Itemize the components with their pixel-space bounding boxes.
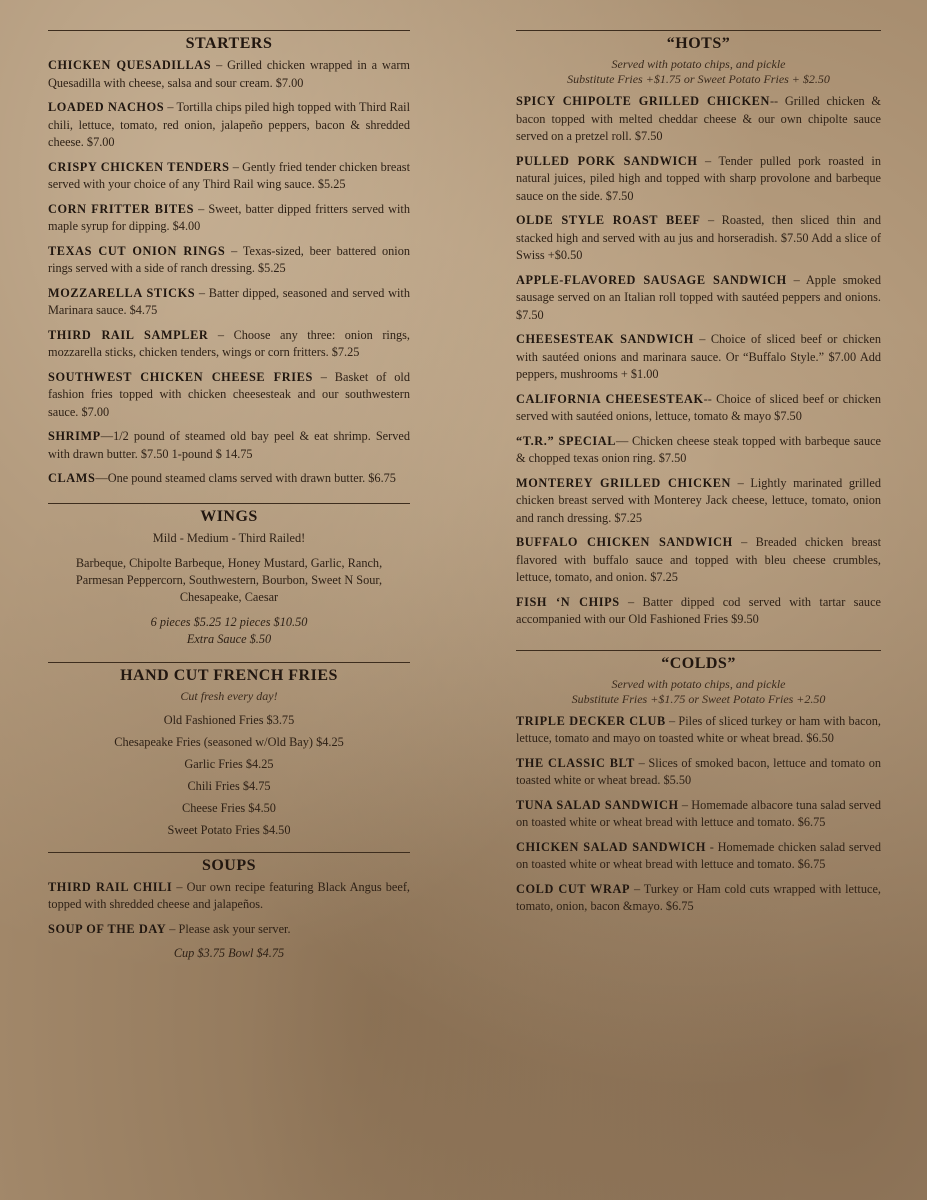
menu-item-name: CALIFORNIA CHEESESTEAK xyxy=(516,391,704,406)
menu-item-name: CHICKEN SALAD SANDWICH xyxy=(516,839,707,854)
menu-item-name: THIRD RAIL CHILI xyxy=(48,879,173,894)
menu-item xyxy=(48,243,410,278)
menu-item xyxy=(48,201,410,236)
menu-item xyxy=(516,797,881,832)
menu-item-name: “T.R.” SPECIAL xyxy=(516,433,617,448)
menu-item-description: – Please ask your server. xyxy=(166,921,291,936)
menu-item-name: SOUTHWEST CHICKEN CHEESE FRIES xyxy=(48,369,313,384)
menu-item-name: BUFFALO CHICKEN SANDWICH xyxy=(516,535,733,549)
section-divider xyxy=(516,650,881,651)
wings-heat-levels: Mild - Medium - Third Railed! xyxy=(152,530,306,545)
fries-subtitle: Cut fresh every day! xyxy=(180,688,278,703)
menu-item-description: – Turkey or Ham cold cuts wrapped with lettuce, tomato, onion, bacon &mayo. $6.75 xyxy=(516,881,881,913)
soups-list xyxy=(48,879,410,939)
right-column xyxy=(516,30,881,923)
menu-item-name: CORN FRITTER BITES xyxy=(48,201,195,216)
menu-item-name: CHICKEN QUESADILLAS xyxy=(48,58,212,72)
menu-item xyxy=(516,93,881,146)
menu-item-name: THE CLASSIC BLT xyxy=(516,755,635,770)
menu-item-name: CLAMS xyxy=(48,471,96,485)
menu-item-description: – Tortilla chips piled high topped with Third Rail chili, lettuce, tomato, red onion, jalapeño peppers, bacon & shredded cheese. $7.00 xyxy=(48,100,410,149)
menu-item-name: LOADED NACHOS xyxy=(48,100,165,114)
menu-item xyxy=(516,433,881,468)
fries-list xyxy=(48,712,410,839)
menu-item-name: SPICY CHIPOLTE GRILLED CHICKEN xyxy=(516,94,770,108)
menu-item xyxy=(48,57,410,92)
menu-item-description: – Piles of sliced turkey or ham with bacon, lettuce, tomato and mayo on toasted white or wheat bread. $6.50 xyxy=(516,713,881,745)
menu-item-description: – Tender pulled pork roasted in natural juices, piled high and topped with sharp provolone and barbeque sauce on the side. $7.50 xyxy=(516,153,881,203)
menu-item-name: TEXAS CUT ONION RINGS xyxy=(48,243,226,258)
menu-item-name: MOZZARELLA STICKS xyxy=(48,285,196,300)
menu-item-description: -- Choice of sliced beef or chicken served with sautéed onions, lettuce, tomato & mayo $7.50 xyxy=(516,391,881,423)
menu-item-description: – Lightly marinated grilled chicken breast served with Monterey Jack cheese, lettuce, tomato, onion and ranch dressing. $7.25 xyxy=(516,475,881,525)
section-divider xyxy=(48,503,410,504)
menu-item xyxy=(516,212,881,265)
menu-item xyxy=(48,428,410,463)
menu-item xyxy=(48,99,410,152)
wings-prices: 6 pieces $5.25 12 pieces $10.50 xyxy=(150,614,308,629)
colds-served-with: Served with potato chips, and pickle xyxy=(611,676,786,691)
menu-item-name: THIRD RAIL SAMPLER xyxy=(48,327,209,342)
menu-item-description: – Grilled chicken wrapped in a warm Quesadilla with cheese, salsa and sour cream. $7.00 xyxy=(48,58,410,90)
menu-item-name: PULLED PORK SANDWICH xyxy=(516,153,698,168)
menu-item-description: – Choice of sliced beef or chicken with sautéed onions and marinara sauce. Or “Buffalo Style.” $7.00 Add peppers, mushrooms + $1.00 xyxy=(516,332,881,381)
menu-item-description: – Basket of old fashion fries topped with chicken cheesesteak and our southwestern sauce. $7.00 xyxy=(48,369,410,419)
menu-item-description: – Choose any three: onion rings, mozzarella sticks, chicken tenders, wings or corn fritters. $7.25 xyxy=(48,327,410,359)
menu-item-description: – Homemade albacore tuna salad served on toasted white or wheat bread with lettuce and tomato. $6.75 xyxy=(516,797,882,829)
menu-item-name: TRIPLE DECKER CLUB xyxy=(516,713,666,728)
menu-item-description: —One pound steamed clams served with drawn butter. $6.75 xyxy=(95,471,396,485)
menu-item xyxy=(516,153,881,206)
menu-item xyxy=(48,327,410,362)
wings-extra-sauce: Extra Sauce $.50 xyxy=(186,631,272,646)
menu-item-name: MONTEREY GRILLED CHICKEN xyxy=(516,475,732,490)
fries-item: Old Fashioned Fries $3.75 xyxy=(163,712,295,727)
menu-item xyxy=(516,272,881,325)
menu-item-description: – Batter dipped, seasoned and served with Marinara sauce. $4.75 xyxy=(48,285,410,317)
menu-item xyxy=(48,470,410,488)
menu-item-description: -- Grilled chicken & bacon topped with melted cheddar cheese & our own chipolte sauce served on a pretzel roll. $7.50 xyxy=(516,94,881,143)
menu-item xyxy=(48,369,410,422)
menu-item xyxy=(516,475,881,528)
colds-heading: “COLDS” xyxy=(661,654,736,672)
menu-item xyxy=(48,921,410,939)
colds-list xyxy=(516,713,881,916)
section-divider xyxy=(48,30,410,31)
menu-item-name: TUNA SALAD SANDWICH xyxy=(516,797,679,812)
starters-list xyxy=(48,57,410,488)
menu-item xyxy=(516,881,881,916)
fries-item: Garlic Fries $4.25 xyxy=(184,756,274,771)
menu-item-description: – Roasted, then sliced thin and stacked high and served with au jus and horseradish. $7.50 Add a slice of Swiss +$0.50 xyxy=(516,213,881,262)
hots-served-with: Served with potato chips, and pickle xyxy=(611,57,786,71)
fries-item: Sweet Potato Fries $4.50 xyxy=(167,822,291,837)
menu-item xyxy=(48,285,410,320)
fries-heading: HAND CUT FRENCH FRIES xyxy=(120,666,338,684)
menu-item-description: – Gently fried tender chicken breast served with your choice of any Third Rail wing sauce. $5.25 xyxy=(48,159,410,191)
menu-item-name: SHRIMP xyxy=(48,429,101,443)
hots-list xyxy=(516,93,881,629)
menu-item-description: – Batter dipped cod served with tartar sauce accompanied with our Old Fashioned Fries $9.50 xyxy=(516,594,881,626)
section-divider xyxy=(48,662,410,663)
menu-item-name: CHEESESTEAK SANDWICH xyxy=(516,332,694,346)
menu-item-description: – Apple smoked sausage served on an Italian roll topped with sautéed peppers and onions. $7.50 xyxy=(516,272,882,322)
section-divider xyxy=(516,30,881,31)
menu-item xyxy=(516,839,881,874)
starters-heading: STARTERS xyxy=(185,35,273,52)
menu-item-description: — Chicken cheese steak topped with barbeque sauce & chopped texas onion ring. $7.50 xyxy=(516,433,882,465)
hots-heading: “HOTS” xyxy=(666,35,731,52)
menu-item-name: OLDE STYLE ROAST BEEF xyxy=(516,213,701,227)
menu-item-description: – Our own recipe featuring Black Angus beef, topped with shredded cheese and jalapeños. xyxy=(48,879,411,911)
menu-item xyxy=(516,755,881,790)
menu-item xyxy=(516,594,881,629)
left-column xyxy=(48,30,410,962)
menu-item-description: —1/2 pound of steamed old bay peel & eat shrimp. Served with drawn butter. $7.50 1-pound $ 14.75 xyxy=(48,429,410,461)
section-divider xyxy=(48,852,410,853)
menu-item xyxy=(48,879,410,914)
menu-item-description: – Slices of smoked bacon, lettuce and tomato on toasted white or wheat bread. $5.50 xyxy=(516,755,881,787)
menu-item xyxy=(516,391,881,426)
wings-sauces: Barbeque, Chipolte Barbeque, Honey Mustard, Garlic, Ranch, Parmesan Peppercorn, Southwestern, Bourbon, Sweet N Sour, Chesapeake, Caesar xyxy=(75,555,383,604)
menu-item xyxy=(516,713,881,748)
menu-item-description: – Sweet, batter dipped fritters served with maple syrup for dipping. $4.00 xyxy=(48,201,410,233)
soups-heading: SOUPS xyxy=(201,856,257,874)
wings-heading: WINGS xyxy=(200,507,258,525)
colds-substitute: Substitute Fries +$1.75 or Sweet Potato Fries +2.50 xyxy=(571,691,826,706)
fries-item: Chesapeake Fries (seasoned w/Old Bay) $4.25 xyxy=(114,734,344,749)
menu-item-description: – Texas-sized, beer battered onion rings served with a side of ranch dressing. $5.25 xyxy=(48,243,410,275)
menu-item-name: SOUP OF THE DAY xyxy=(48,921,167,936)
menu-item-description: - Homemade chicken salad served on toasted white or wheat bread with lettuce and tomato. $6.75 xyxy=(516,839,882,871)
hots-substitute: Substitute Fries +$1.75 or Sweet Potato Fries + $2.50 xyxy=(567,72,830,86)
menu-item-name: FISH ‘N CHIPS xyxy=(516,594,620,609)
menu-item xyxy=(516,331,881,384)
menu-item xyxy=(516,534,881,587)
fries-item: Chili Fries $4.75 xyxy=(187,778,271,793)
menu-item-description: – Breaded chicken breast flavored with buffalo sauce and topped with bleu cheese crumbles, lettuce, tomato, and onion. $7.25 xyxy=(516,535,881,584)
menu-item-name: CRISPY CHICKEN TENDERS xyxy=(48,159,230,174)
soups-prices: Cup $3.75 Bowl $4.75 xyxy=(173,946,285,960)
menu-item-name: APPLE-FLAVORED SAUSAGE SANDWICH xyxy=(516,272,787,287)
menu-item-name: COLD CUT WRAP xyxy=(516,881,631,896)
menu-item xyxy=(48,159,410,194)
fries-item: Cheese Fries $4.50 xyxy=(182,800,276,815)
